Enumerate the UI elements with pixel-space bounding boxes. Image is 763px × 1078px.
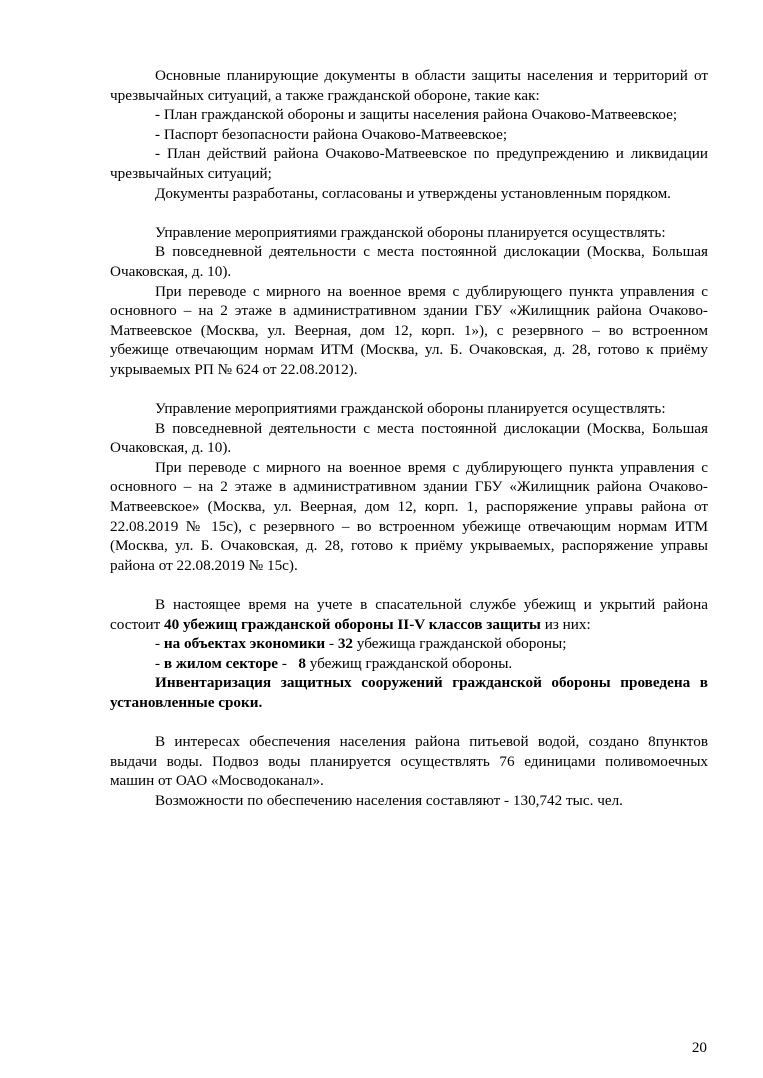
paragraph-documents-approved: Документы разработаны, согласованы и утверждены установленным порядком.	[155, 184, 671, 202]
page-number: 20	[691, 1039, 707, 1056]
paragraph-management-2: Управление мероприятиями гражданской обороны планируется осуществлять:	[155, 400, 666, 418]
paragraph-supply-capacity: Возможности по обеспечению населения составляют - 130,742 тыс. чел.	[155, 791, 623, 809]
paragraph-planning-documents: Основные планирующие документы в области защиты населения и территорий от чрезвычайных ситуаций, а также гражданской обороне, такие как:	[110, 67, 708, 104]
list-item-residential-shelters: - в жилом секторе - 8 убежищ гражданской обороны.	[155, 654, 513, 672]
paragraph-management-1: Управление мероприятиями гражданской обороны планируется осуществлять:	[155, 223, 666, 241]
list-item-civil-defense-plan: - План гражданской обороны и защиты населения района Очаково-Матвеевское;	[155, 106, 678, 124]
paragraph-daily-activity-2: В повседневной деятельности с места постоянной дислокации (Москва, Большая Очаковская, д. 10).	[110, 419, 708, 457]
paragraph-daily-activity-1: В повседневной деятельности с места постоянной дислокации (Москва, Большая Очаковская, д. 10).	[110, 243, 708, 280]
list-item-safety-passport: - Паспорт безопасности района Очаково-Матвеевское;	[155, 125, 508, 143]
list-item-emergency-plan: - План действий района Очаково-Матвеевское по предупреждению и ликвидации чрезвычайных ситуаций;	[110, 145, 708, 182]
paragraph-wartime-transfer-2: При переводе с мирного на военное время с дублирующего пункта управления с основного – на 2 этаже в административном здании ГБУ «Жилищник района Очаково-Матвеевское» (Москва, ул. Веерная, дом 12, корп. 1, распоряжение управы района от 22.08.2019 № 15с), с резервного – во встроенном убежище отвечающим нормам ИТМ (Москва, ул. Б. Очаковская, д. 28, готово к приёму укрываемых, распоряжение управы района от 22.08.2019 № 15с).	[110, 458, 708, 574]
paragraph-water-supply: В интересах обеспечения населения района питьевой водой, создано 8пунктов выдачи воды. Подвоз воды планируется осуществлять 76 единицами поливомоечных машин от ОАО «Мосводоканал».	[110, 733, 708, 790]
paragraph-inventory: Инвентаризация защитных сооружений гражданской обороны проведена в установленные сроки.	[110, 674, 708, 711]
document-page	[110, 66, 708, 811]
paragraph-wartime-transfer-1: При переводе с мирного на военное время с дублирующего пункта управления с основного – на 2 этаже в административном здании ГБУ «Жилищник района Очаково-Матвеевское (Москва, ул. Веерная, дом 12, корп. 1»), с резервного – во встроенном убежище отвечающим нормам ИТМ (Москва, ул. Б. Очаковская, д. 28, готово к приёму укрываемых РП № 624 от 22.08.2012).	[110, 282, 708, 378]
paragraph-shelters-count: В настоящее время на учете в спасательной службе убежищ и укрытий района состоит 40 убежищ гражданской обороны II-V классов защиты из них:	[110, 596, 708, 633]
list-item-economy-shelters: - на объектах экономики - 32 убежища гражданской обороны;	[155, 635, 567, 653]
